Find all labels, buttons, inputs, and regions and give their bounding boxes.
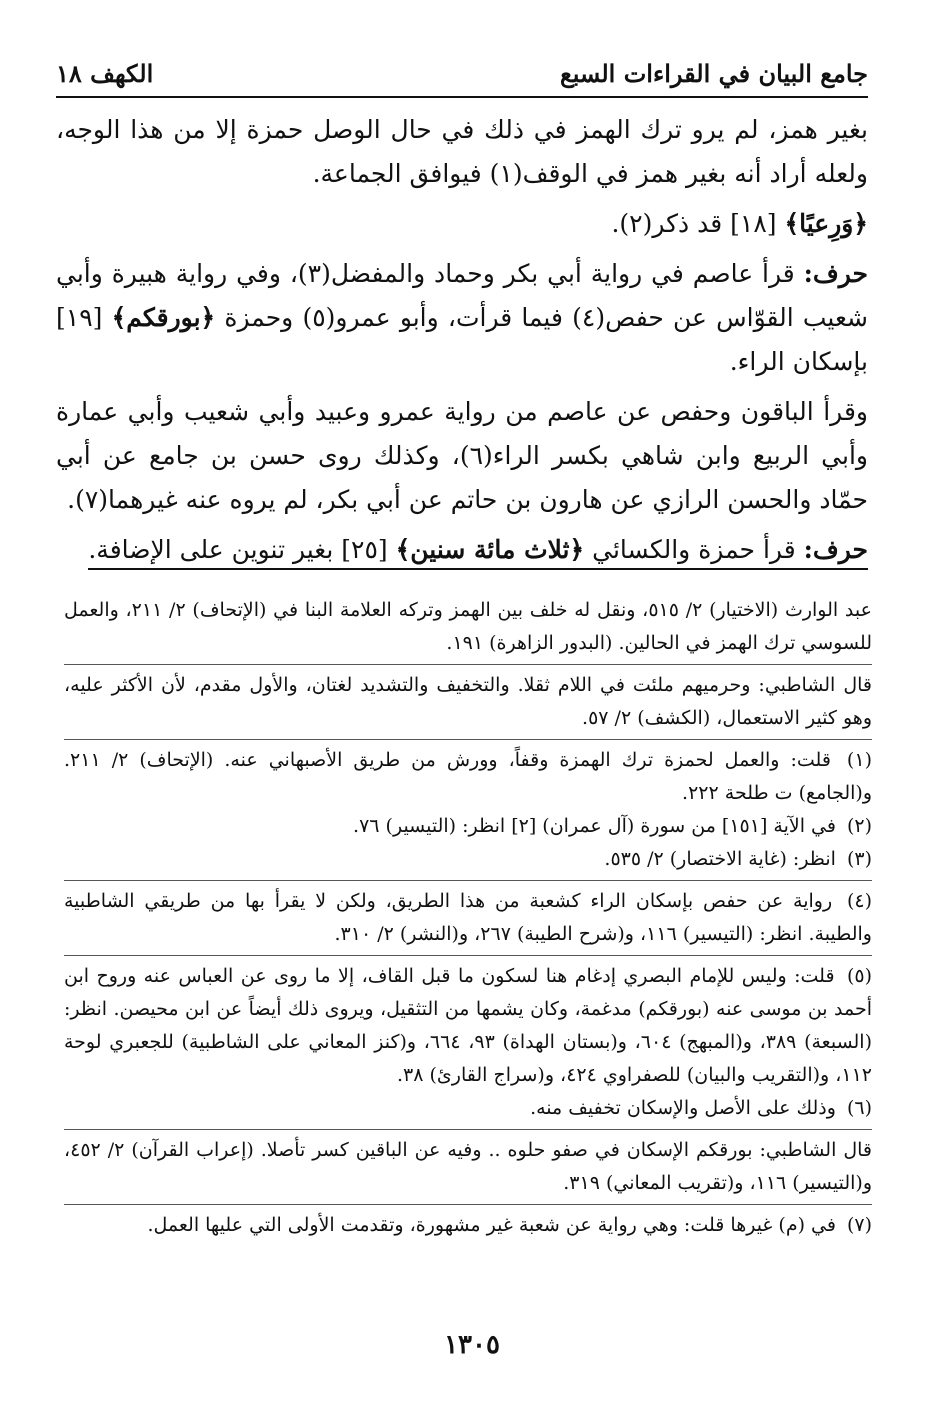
footnote-6: [64, 1092, 872, 1125]
footnote-7: [64, 1209, 872, 1242]
footnote-text: في الآية [١٥١] من سورة (آل عمران) [٢] انظر: (التيسير) ٧٦.: [353, 815, 836, 837]
harf-label: حرف:: [803, 259, 868, 288]
paragraph-3-text: قرأ عاصم في رواية أبي بكر وحماد والمفضل(٣)، وفي رواية هبيرة وأبي شعيب القوّاس عن حفص(٤) فيما قرأت، وأبو عمرو(٥) وحمزة: [56, 259, 868, 332]
divider: [64, 739, 872, 740]
footnote-5: [64, 960, 872, 1092]
harf-label: حرف:: [803, 535, 868, 564]
footnote-text: قلت: وليس للإمام البصري إدغام هنا لسكون ما قبل القاف، إلا ما روى عن العباس عنه وروح ابن أحمد بن موسى عنه (بورقكم) مدغمة، وكان يشمها من التثقيل، ويروى ذلك أيضاً عن ابن محيصن. انظر: (السبعة) ٣٨٩، و(المبهج) ٦٠٤، و(بستان الهداة) ٩٣، ٦٦٤، و(كنز المعاني على الشاطبية) للجعبري لوحة ١١٢، و(التقريب والبيان) للصفراوي ٤٢٤، و(سراج القارئ) ٣٨.: [64, 965, 873, 1086]
footnote-continuation: عبد الوارث (الاختيار) ٢/ ٥١٥، ونقل له خلف بين الهمز وتركه العلامة البنا في (الإتحاف) ٢/ ٢١١، والعمل للسوسي ترك الهمز في الحالين. (البدور الزاهرة) ١٩١.: [64, 599, 872, 654]
divider: [64, 664, 872, 665]
footnote-text: في (م) غيرها قلت: وهي رواية عن شعبة غير مشهورة، وتقدمت الأولى التي عليها العمل.: [147, 1214, 836, 1236]
footnote-2: [64, 810, 872, 843]
paragraph-5-tail: [٢٥] بغير تنوين على الإضافة.: [88, 535, 396, 564]
footnote-number: (٢): [846, 815, 872, 837]
footnote-number: (٣): [846, 848, 872, 870]
divider: [64, 1204, 872, 1205]
paragraph-4: وقرأ الباقون وحفص عن عاصم من رواية عمرو وعبيد وأبي شعيب وأبي عمارة وأبي الربيع وابن شاهي بكسر الراء(٦)، وكذلك روى حسن بن جامع عن أبي حمّاد والحسن الرازي عن هارون بن حاتم عن أبي بكر، لم يروه عنه غيرهما(٧).: [56, 397, 868, 514]
footnote-continuation: قال الشاطبي: وحرميهم ملئت في اللام ثقلا. والتخفيف والتشديد لغتان، والأول مقدم، لأن الأكثر عليه، وهو كثير الاستعمال، (الكشف) ٢/ ٥٧.: [64, 674, 872, 729]
main-text: [56, 108, 868, 578]
page-number: ١٣٠٥: [444, 1330, 500, 1360]
ayah-quote: ﴿بورقكم﴾: [111, 303, 216, 332]
paragraph-2: [56, 202, 868, 246]
footnote-number: (٤): [846, 890, 872, 912]
chapter-label: الكهف ١٨: [56, 58, 154, 88]
paragraph-5-text: قرأ حمزة والكسائي: [584, 535, 804, 564]
divider: [64, 1129, 872, 1130]
book-title: جامع البيان في القراءات السبع: [559, 58, 868, 88]
paragraph-1: بغير همز، لم يرو ترك الهمز في ذلك في حال الوصل حمزة إلا من هذا الوجه، ولعله أراد أنه بغير همز في الوقف(١) فيوافق الجماعة.: [56, 115, 868, 188]
divider: [64, 955, 872, 956]
footnote-number: (١): [846, 749, 872, 771]
footnote-text: رواية عن حفص بإسكان الراء كشعبة من هذا الطريق، ولكن لا يقرأ بها من طريقي الشاطبية والطيبة. انظر: (التيسير) ١١٦، و(شرح الطيبة) ٢٦٧، و(النشر) ٢/ ٣١٠.: [64, 890, 872, 945]
footnote-number: (٧): [846, 1214, 872, 1236]
paragraph-5: [56, 528, 868, 572]
footnotes: [64, 594, 872, 1242]
footnote-text: وذلك على الأصل والإسكان تخفيف منه.: [530, 1097, 836, 1119]
paragraph-3: [56, 252, 868, 384]
footnote-text: انظر: (غاية الاختصار) ٢/ ٥٣٥.: [604, 848, 836, 870]
footnote-1: [64, 744, 872, 810]
running-header: [56, 50, 868, 98]
paragraph-3-tail: [١٩] بإسكان الراء.: [56, 303, 868, 376]
footnote-continuation: قال الشاطبي: بورقكم الإسكان في صفو حلوه .. وفيه عن الباقين كسر تأصلا. (إعراب القرآن) ٢/ ٤٥٢، و(التيسير) ١١٦، و(تقريب المعاني) ٣١٩.: [64, 1139, 872, 1194]
footnote-text: قلت: والعمل لحمزة ترك الهمزة وقفاً، وورش من طريق الأصبهاني عنه. (الإتحاف) ٢/ ٢١١. و(الجامع) ت طلحة ٢٢٢.: [64, 749, 872, 804]
footnote-3: [64, 843, 872, 876]
divider: [64, 880, 872, 881]
footnote-number: (٥): [846, 965, 872, 987]
footnote-number: (٦): [846, 1097, 872, 1119]
ayah-quote: ﴿وَرِعيًا﴾: [784, 209, 868, 238]
paragraph-2-text: [١٨] قد ذكر(٢).: [611, 209, 785, 238]
underlined-line: [88, 535, 868, 570]
ayah-quote: ﴿ثلاث مائة سنين﴾: [395, 535, 585, 564]
footnote-4: [64, 885, 872, 951]
